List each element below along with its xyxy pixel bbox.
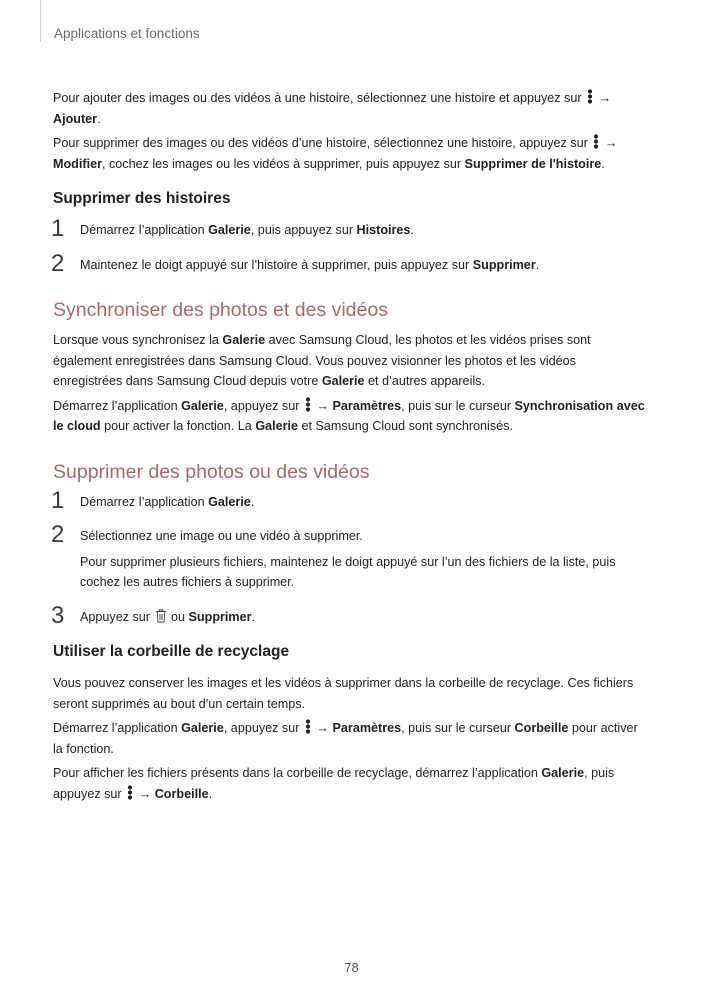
heading-delete-media: Supprimer des photos ou des vidéos: [53, 460, 370, 483]
intro-edit-paragraph: Pour supprimer des images ou des vidéos d’une histoire, sélectionnez une histoire, appuyez sur → Modifier, cochez les images ou les vidéos à supprimer, puis appuyez sur Supprimer de l'histoire.: [53, 136, 618, 171]
step-delete-stories-1: 1 Démarrez l’application Galerie, puis appuyez sur Histoires.: [51, 215, 414, 242]
intro-add-paragraph: Pour ajouter des images ou des vidéos à une histoire, sélectionnez une histoire et appuyez sur → Ajouter.: [53, 91, 612, 126]
sync-instructions-paragraph: Démarrez l’application Galerie, appuyez sur → Paramètres, puis sur le curseur Synchronisation avec le cloud pour activer la fonction. La Galerie et Samsung Cloud sont synchronisés.: [53, 398, 645, 433]
step-delete-stories-2: 2 Maintenez le doigt appuyé sur l’histoire à supprimer, puis appuyez sur Supprimer.: [51, 249, 540, 277]
step-number: 1: [51, 486, 65, 514]
page-number: 78: [344, 960, 359, 975]
step-number: 2: [51, 249, 65, 277]
step-delete-media-3: 3 Appuyez sur ou Supprimer.: [51, 601, 256, 629]
step-number: 3: [51, 601, 65, 629]
more-options-icon: [305, 397, 311, 412]
sync-description-paragraph: Lorsque vous synchronisez la Galerie avec Samsung Cloud, les photos et les vidéos prises sont également enregistrées dans Samsung Cloud. Vous pouvez visionner les photos et les vidéos enregistrées dans Samsung Cloud depuis votre Galerie et d’autres appareils.: [53, 333, 591, 388]
trash-icon: [155, 609, 167, 623]
more-options-icon: [587, 89, 593, 104]
more-options-icon: [305, 719, 311, 734]
more-options-icon: [593, 134, 599, 149]
step-delete-media-1: 1 Démarrez l’application Galerie.: [51, 486, 255, 514]
more-options-icon: [127, 785, 133, 800]
header-rule: [40, 0, 41, 42]
step-number: 1: [51, 215, 65, 242]
page-content: [53, 88, 648, 808]
trash-description-paragraph: Vous pouvez conserver les images et les vidéos à supprimer dans la corbeille de recyclage. Ces fichiers seront supprimés au bout d’un certain temps.: [53, 676, 634, 711]
heading-recycle-bin: Utiliser la corbeille de recyclage: [53, 643, 290, 660]
page-header-title: Applications et fonctions: [54, 26, 200, 41]
step-number: 2: [51, 521, 65, 548]
trash-view-paragraph: Pour afficher les fichiers présents dans la corbeille de recyclage, démarrez l’application Galerie, puis appuyez sur → Corbeille.: [53, 766, 615, 801]
heading-sync: Synchroniser des photos et des vidéos: [53, 299, 388, 321]
step-sub-paragraph: Pour supprimer plusieurs fichiers, maintenez le doigt appuyé sur l’un des fichiers de la liste, puis cochez les autres fichiers à supprimer.: [80, 554, 616, 589]
trash-enable-paragraph: Démarrez l’application Galerie, appuyez sur → Paramètres, puis sur le curseur Corbeille pour activer la fonction.: [53, 721, 638, 756]
step-delete-media-2: 2 Sélectionnez une image ou une vidéo à supprimer. Pour supprimer plusieurs fichiers, maintenez le doigt appuyé sur l’un des fichiers de la liste, puis cochez les autres fichiers à supprimer.: [53, 526, 648, 593]
heading-delete-stories: Supprimer des histoires: [53, 190, 231, 207]
